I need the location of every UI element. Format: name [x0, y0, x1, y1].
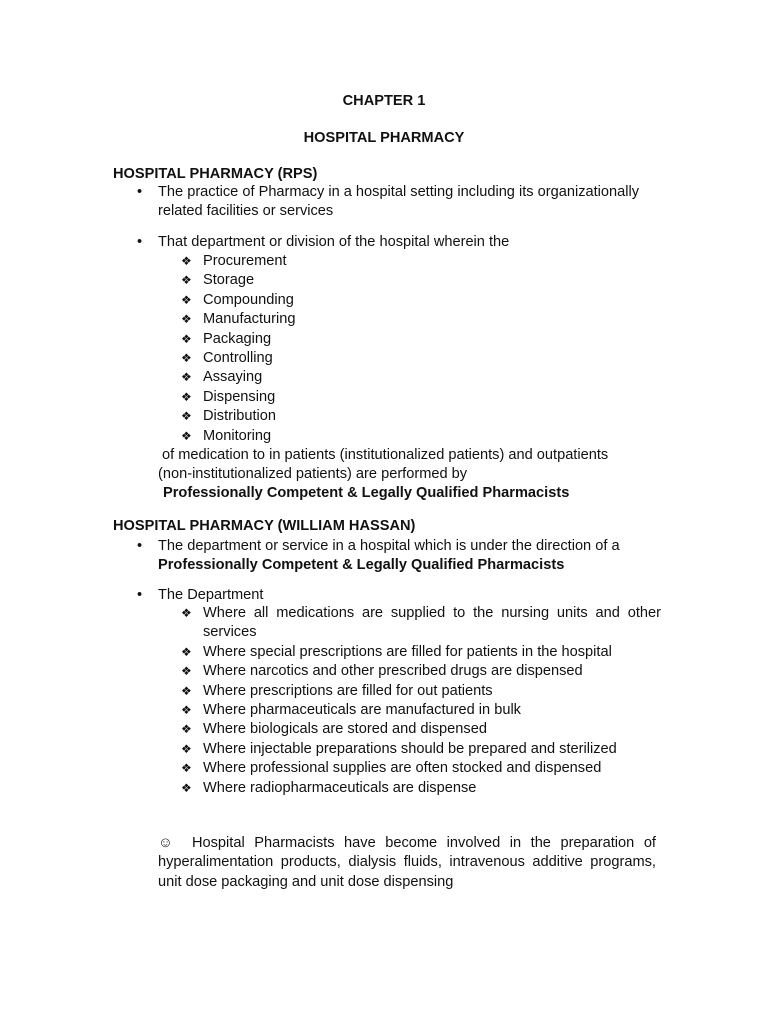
continuation-text: of medication to in patients (institutionalized patients) and outpatients	[162, 447, 609, 463]
list-item	[181, 720, 661, 739]
bullet-text: The department or service in a hospital which is under the direction of a	[158, 538, 620, 554]
chapter-label: CHAPTER 1	[342, 93, 426, 109]
list-item	[181, 291, 295, 310]
bullet-text: That department or division of the hospital wherein the	[158, 234, 510, 250]
list-item-text: Where prescriptions are filled for out patients	[203, 682, 493, 699]
section-heading-rps: HOSPITAL PHARMACY (RPS)	[113, 166, 318, 182]
diamond-bullet-icon: ❖	[181, 703, 192, 718]
list-item-text: Assaying	[203, 369, 263, 386]
list-item	[181, 271, 295, 290]
diamond-bullet-icon: ❖	[181, 331, 192, 346]
list-item-text: Where injectable preparations should be prepared and sterilized	[203, 740, 617, 757]
list-item-text: Where narcotics and other prescribed drugs are dispensed	[203, 663, 583, 680]
list-item-text: Monitoring	[203, 427, 272, 444]
page-title: HOSPITAL PHARMACY	[303, 130, 465, 146]
list-item-text: Where special prescriptions are filled for patients in the hospital	[203, 643, 612, 660]
bullet-text: The practice of Pharmacy in a hospital setting including its organizationally related facilities or services	[158, 184, 640, 220]
diamond-bullet-icon: ❖	[181, 370, 192, 385]
list-item	[181, 349, 295, 368]
diamond-bullet-icon: ❖	[181, 683, 192, 698]
bullet-icon: •	[137, 184, 143, 200]
diamond-bullet-icon: ❖	[181, 722, 192, 737]
list-item	[181, 643, 661, 662]
bullet-icon: •	[137, 234, 143, 250]
list-item	[181, 662, 661, 681]
bold-statement: Professionally Competent & Legally Qualified Pharmacists	[158, 557, 565, 573]
diamond-bullet-icon: ❖	[181, 409, 192, 424]
diamond-bullet-icon: ❖	[181, 664, 192, 679]
list-item	[181, 604, 661, 643]
bullet-icon: •	[137, 587, 143, 603]
bullet-text: The Department	[158, 587, 264, 603]
continuation-text: (non-institutionalized patients) are performed by	[158, 466, 468, 482]
department-list	[181, 604, 661, 798]
list-item-text: Controlling	[203, 350, 273, 367]
list-item	[181, 779, 661, 798]
note-text: Hospital Pharmacists have become involved in the preparation of hyperalimentation products, dialysis fluids, intravenous additive programs, unit dose packaging and unit dose dispensing	[158, 835, 656, 890]
list-item-text: Where biologicals are stored and dispensed	[203, 721, 487, 738]
list-item-text: Storage	[203, 272, 255, 289]
diamond-bullet-icon: ❖	[181, 389, 192, 404]
list-item	[181, 701, 661, 720]
diamond-bullet-icon: ❖	[181, 644, 192, 659]
list-item-text: Where all medications are supplied to the nursing units and other services	[203, 605, 661, 641]
list-item	[181, 407, 295, 426]
list-item	[181, 252, 295, 271]
diamond-bullet-icon: ❖	[181, 428, 192, 443]
list-item-text: Distribution	[203, 408, 276, 425]
diamond-bullet-icon: ❖	[181, 292, 192, 307]
list-item	[181, 388, 295, 407]
list-item-text: Packaging	[203, 330, 272, 347]
diamond-bullet-icon: ❖	[181, 273, 192, 288]
diamond-bullet-icon: ❖	[181, 780, 192, 795]
bold-statement: Professionally Competent & Legally Qualified Pharmacists	[163, 485, 570, 501]
diamond-bullet-icon: ❖	[181, 761, 192, 776]
list-item	[181, 427, 295, 446]
diamond-bullet-icon: ❖	[181, 312, 192, 327]
list-item	[181, 740, 661, 759]
list-item	[181, 682, 661, 701]
section-heading-hassan: HOSPITAL PHARMACY (WILLIAM HASSAN)	[113, 518, 416, 534]
list-item	[181, 310, 295, 329]
list-item-text: Procurement	[203, 253, 287, 269]
list-item	[181, 759, 661, 778]
list-item	[181, 330, 295, 349]
diamond-bullet-icon: ❖	[181, 606, 192, 620]
diamond-bullet-icon: ❖	[181, 351, 192, 366]
note-paragraph	[158, 834, 656, 892]
diamond-bullet-icon: ❖	[181, 254, 192, 268]
function-list	[181, 252, 295, 446]
list-item-text: Manufacturing	[203, 311, 296, 328]
list-item-text: Compounding	[203, 291, 294, 308]
bullet-icon: •	[137, 538, 143, 554]
list-item-text: Dispensing	[203, 388, 276, 405]
diamond-bullet-icon: ❖	[181, 741, 192, 756]
list-item-text: Where radiopharmaceuticals are dispense	[203, 779, 477, 796]
smiley-icon: ☺	[158, 835, 173, 851]
list-item-text: Where pharmaceuticals are manufactured in bulk	[203, 702, 521, 719]
list-item-text: Where professional supplies are often stocked and dispensed	[203, 760, 602, 777]
list-item	[181, 368, 295, 387]
